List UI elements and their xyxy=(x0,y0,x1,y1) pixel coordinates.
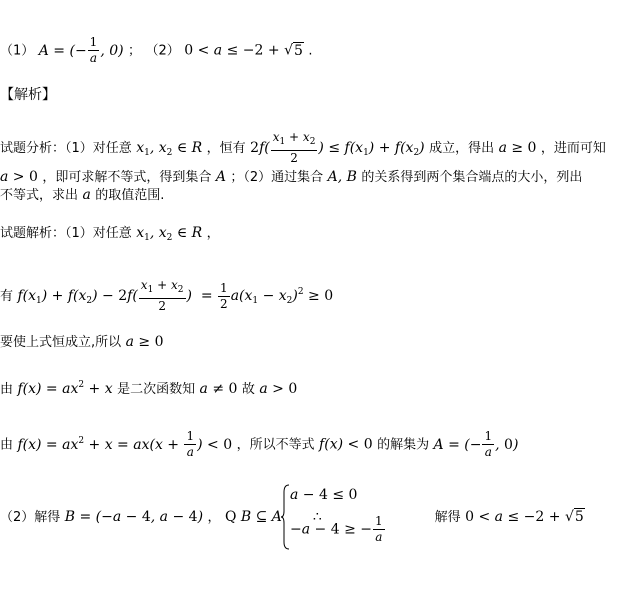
jiexi-part2-comma: ， xyxy=(207,510,221,525)
answer-end: . xyxy=(308,43,313,59)
math-a-neq-0: a ≠ 0 xyxy=(199,381,238,397)
fenxi-t1: ，恒有 xyxy=(206,141,246,156)
jiexi-you2: 由 xyxy=(0,382,14,397)
analysis-heading: 【解析】 xyxy=(0,87,56,103)
math-x1x2-in-R-2: $x_1$, $x_2$ ∈ R xyxy=(136,225,203,243)
fenxi-t4: ，即可求解不等式，得到集合 xyxy=(42,170,212,185)
math-a-geq-0: a ≥ 0 xyxy=(498,140,537,156)
jiexi-line5-end: 的解集为 xyxy=(377,437,430,453)
jiexi-part2-label: （2）解得 xyxy=(0,510,61,525)
jiexi-you3: 由 xyxy=(0,437,14,453)
fenxi-line-1 xyxy=(0,130,606,166)
jiexi-you: 有 xyxy=(0,289,14,304)
fenxi-t3: ，进而可知 xyxy=(540,141,606,156)
answer-line xyxy=(0,35,313,66)
system-ineq-1: a − 4 ≤ 0 xyxy=(290,487,358,503)
fenxi-t6: 的关系得到两个集合端点的大小，列出 xyxy=(361,170,583,185)
math-B-interval: B = (−a − 4, a − 4) xyxy=(64,509,204,525)
jiexi-line-2 xyxy=(0,278,333,314)
jiexi-t1: ， xyxy=(206,226,220,241)
math-part2-result: 0 < a ≤ −2 + √5 xyxy=(465,509,584,525)
answer-separator: ； xyxy=(128,43,142,59)
jiexi-line3-text: 要使上式恒成立,所以 xyxy=(0,335,122,350)
fenxi-t5: ；（2）通过集合 xyxy=(230,170,324,185)
answer-part1-label: （1） xyxy=(0,43,35,59)
math-x1x2-in-R: $x_1$, $x_2$ ∈ R xyxy=(136,140,203,158)
fenxi-label: 试题分析：（1）对任意 xyxy=(0,141,132,156)
jiexi-line-1 xyxy=(0,224,220,247)
jiexi-label: 试题解析：（1）对任意 xyxy=(0,226,132,241)
math-A-interval: A = (− $\frac{1}{a}$ , 0) xyxy=(433,429,519,459)
therefore-symbol: ∴ xyxy=(312,509,322,525)
jiexi-line-5 xyxy=(0,429,518,460)
math-a-gt-0-2: a > 0 xyxy=(259,381,298,397)
math-because: Q B ⊆ A xyxy=(224,509,282,525)
math-fx-factor: $f(x) = ax^2 + x = ax(x$ + $\frac{1}{a}$ ) < 0 xyxy=(17,429,233,459)
jiexi-jiede: 解得 xyxy=(434,510,461,525)
fenxi-line-2 xyxy=(0,168,582,187)
answer-part2-label: （2） xyxy=(145,43,180,59)
system-ineq-2: −a − 4 ≥ − $\frac{1}{a}$ xyxy=(290,514,383,544)
math-inequality-f: 2f( $\frac{x_1 + x_2}{2}$ ) ≤ $f(x_1) + f(x_2)$ xyxy=(250,130,425,165)
math-fx-lt-0: f(x) < 0 xyxy=(319,436,373,453)
math-a: a xyxy=(82,187,91,203)
jiexi-line-4 xyxy=(0,376,297,399)
fenxi-t7: 不等式，求出 xyxy=(0,188,79,203)
because-symbol: Q xyxy=(224,509,237,525)
fenxi-line-3 xyxy=(0,186,164,205)
math-a-gt-0: a > 0 xyxy=(0,169,38,185)
jiexi-line4-gu: 故 xyxy=(241,382,255,397)
jiexi-line-3 xyxy=(0,333,164,352)
answer-part1-math: A = (− $\frac{1}{a}$ , 0) xyxy=(38,35,124,65)
math-AB: A, B xyxy=(327,169,357,185)
math-set-A: A xyxy=(215,169,226,185)
math-identity: $f(x_1) + f(x_2) - 2f$( $\frac{x_1 + x_2}{2}$ ) = $\frac{1}{2}$ $a(x_1 - x_2)^2 \ge 0$ xyxy=(17,278,334,313)
fenxi-t8: 的取值范围. xyxy=(95,188,165,203)
fenxi-t2: 成立，得出 xyxy=(429,141,495,156)
answer-part2-math: 0 < a ≤ −2 + √5 xyxy=(184,42,303,59)
system-brace xyxy=(280,484,290,550)
math-a-geq-0-2: a ≥ 0 xyxy=(125,334,164,350)
math-fx-def: $f(x) = ax^2 + x$ xyxy=(17,380,113,397)
jiexi-line4-mid: 是二次函数知 xyxy=(117,382,196,397)
jiexi-line5-mid: ，所以不等式 xyxy=(236,437,315,453)
